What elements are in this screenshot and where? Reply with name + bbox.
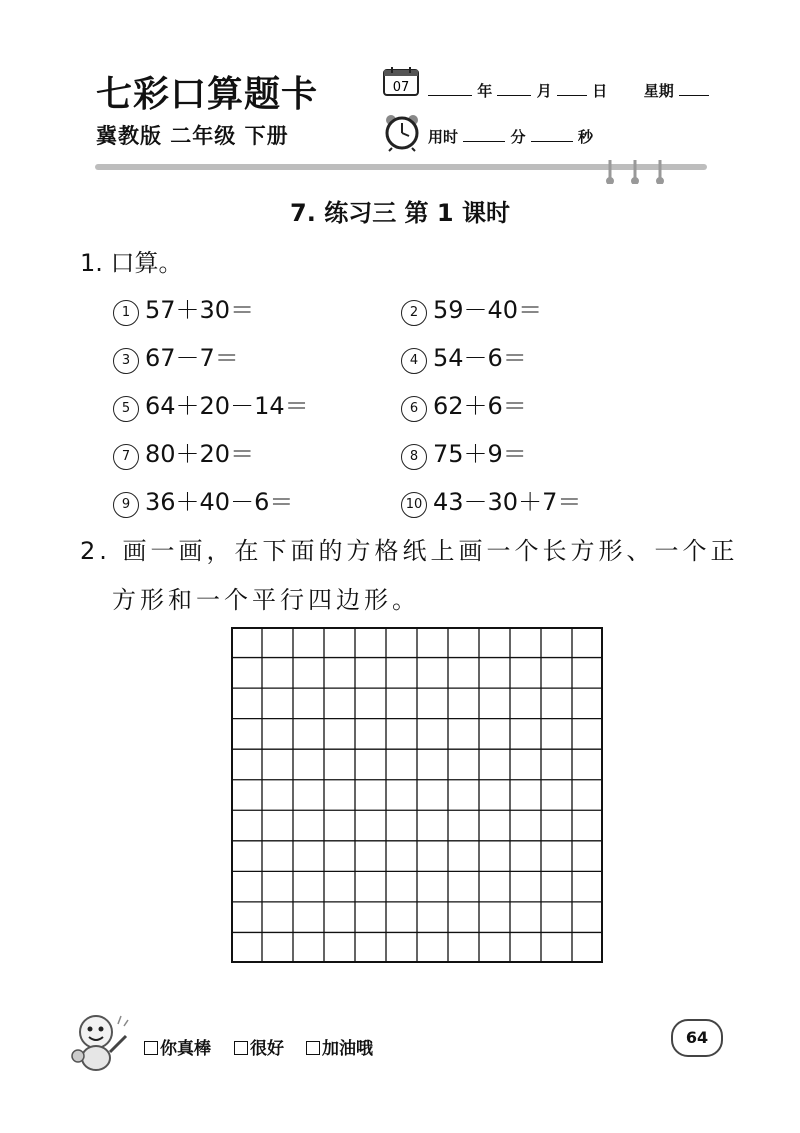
binder-rings-icon: [600, 158, 670, 184]
month-label: 月: [536, 82, 552, 100]
problem-number: 2: [401, 300, 427, 326]
brand-title: 七彩口算题卡: [96, 73, 319, 115]
checkbox[interactable]: [234, 1041, 248, 1055]
problem-7: [113, 434, 254, 470]
problem-expression: 75＋9＝: [433, 440, 527, 468]
problem-expression: 67－7＝: [145, 344, 239, 372]
problem-number: 9: [113, 492, 139, 518]
time-used-label: 用时: [428, 128, 459, 146]
problem-4: [401, 338, 527, 374]
eval-label: 加油哦: [322, 1039, 373, 1059]
problem-number: 1: [113, 300, 139, 326]
eval-option-good[interactable]: [234, 1034, 284, 1059]
checkbox[interactable]: [144, 1041, 158, 1055]
weekday-blank[interactable]: [679, 81, 709, 96]
problem-number: 8: [401, 444, 427, 470]
checkbox[interactable]: [306, 1041, 320, 1055]
problem-8: [401, 434, 527, 470]
problem-3: [113, 338, 239, 374]
eval-option-great[interactable]: [144, 1034, 211, 1059]
problem-number: 7: [113, 444, 139, 470]
problem-number: 6: [401, 396, 427, 422]
problem-9: [113, 482, 293, 518]
problem-expression: 64＋20－14＝: [145, 392, 309, 420]
question-2-line-1: 2. 画一画，在下面的方格纸上画一个长方形、一个正: [80, 537, 739, 565]
day-label: 日: [592, 82, 608, 100]
seconds-label: 秒: [577, 128, 593, 146]
problem-2: [401, 290, 542, 326]
minutes-blank[interactable]: [463, 127, 505, 142]
problem-expression: 59－40＝: [433, 296, 543, 324]
problem-expression: 36＋40－6＝: [145, 488, 294, 516]
problem-number: 10: [401, 492, 427, 518]
grid-paper[interactable]: [231, 627, 603, 963]
mascot-icon: [66, 1006, 136, 1074]
weekday-label: 星期: [643, 82, 674, 100]
time-fill-line: [428, 126, 593, 147]
date-fill-line: [428, 80, 709, 101]
eval-label: 你真棒: [160, 1039, 211, 1059]
problem-expression: 43－30＋7＝: [433, 488, 582, 516]
problem-1: [113, 290, 254, 326]
day-blank[interactable]: [557, 81, 587, 96]
calendar-icon: [383, 66, 419, 96]
problem-10: [401, 482, 581, 518]
eval-label: 很好: [250, 1039, 284, 1059]
problem-number: 3: [113, 348, 139, 374]
question-2-line-2: 方形和一个平行四边形。: [112, 586, 420, 614]
problem-expression: 57＋30＝: [145, 296, 255, 324]
question-1-title: 1. 口算。: [80, 249, 183, 277]
problem-expression: 54－6＝: [433, 344, 527, 372]
month-blank[interactable]: [497, 81, 531, 96]
seconds-blank[interactable]: [531, 127, 573, 142]
problem-expression: 62＋6＝: [433, 392, 527, 420]
eval-option-keep-going[interactable]: [306, 1034, 373, 1059]
calendar-day: 07: [392, 80, 410, 95]
year-blank[interactable]: [428, 81, 472, 96]
problem-number: 4: [401, 348, 427, 374]
edition-label: 冀教版 二年级 下册: [96, 124, 289, 148]
year-label: 年: [477, 82, 493, 100]
page-number: 64: [671, 1019, 723, 1057]
alarm-clock-icon: [383, 112, 421, 152]
problem-expression: 80＋20＝: [145, 440, 255, 468]
lesson-title: 7. 练习三 第 1 课时: [290, 199, 510, 227]
problem-number: 5: [113, 396, 139, 422]
problem-5: [113, 386, 309, 422]
problem-6: [401, 386, 527, 422]
minutes-label: 分: [510, 128, 526, 146]
